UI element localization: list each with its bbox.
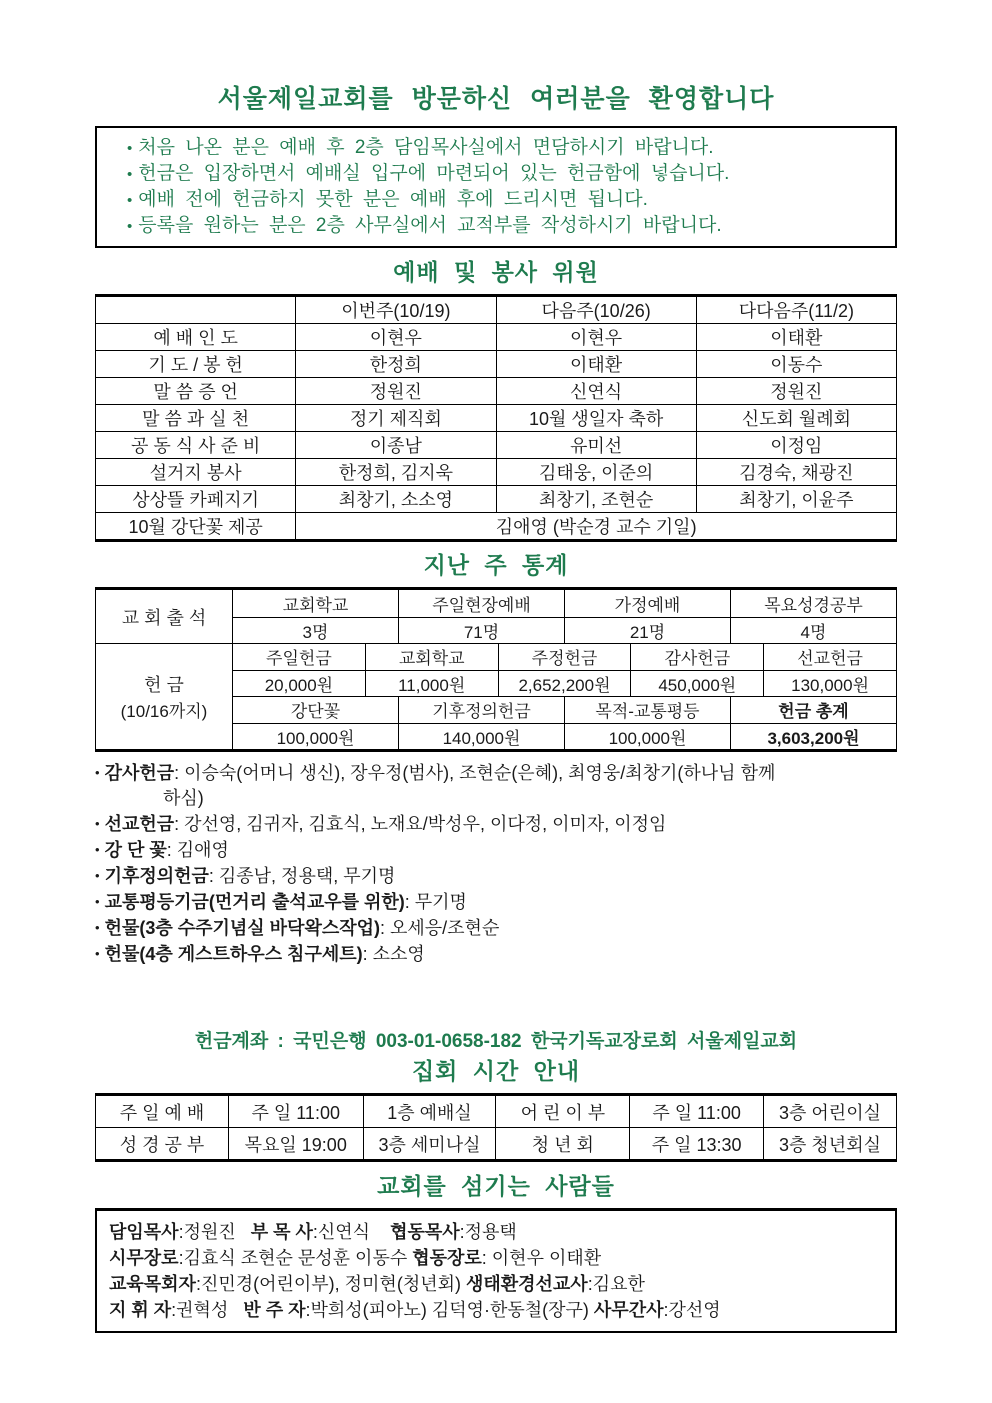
row-label: 기 도 / 봉 헌 <box>96 351 296 378</box>
table-cell: 이현우 <box>496 324 696 351</box>
stats-table <box>95 587 897 752</box>
donor-note <box>95 941 897 967</box>
note-continuation: 하심) <box>163 788 204 808</box>
bullet-icon: • <box>95 816 100 831</box>
row-label: 공 동 식 사 준 비 <box>96 432 296 459</box>
staff-role: 사무간사 <box>593 1300 664 1320</box>
row-label: 말 씀 증 언 <box>96 378 296 405</box>
note-label: 감사헌금 <box>104 763 175 783</box>
welcome-bullet <box>127 135 885 161</box>
staff-role: 협동목사 <box>390 1222 460 1242</box>
note-text: : 무기명 <box>404 892 467 912</box>
table-row-flower <box>96 513 897 541</box>
table-cell-total-value: 3,603,200원 <box>730 724 896 750</box>
table-cell: 4명 <box>730 618 896 644</box>
bullet-icon: • <box>95 842 100 857</box>
table-cell: 71명 <box>398 618 564 644</box>
table-cell: 11,000원 <box>365 671 498 697</box>
bullet-icon: • <box>95 894 100 909</box>
volunteers-table <box>95 294 897 542</box>
table-cell: 주정헌금 <box>498 644 631 670</box>
table-cell: 이정임 <box>696 432 896 459</box>
welcome-bullet-text: 처음 나온 분은 예배 후 2층 담임목사실에서 면담하시기 바랍니다. <box>138 137 714 158</box>
welcome-bullet-text: 헌금은 입장하면서 예배실 입구에 마련되어 있는 헌금함에 넣습니다. <box>138 163 730 184</box>
table-cell: 김애영 (박순경 교수 기일) <box>296 513 897 541</box>
account-line: 헌금계좌 : 국민은행 003-01-0658-182 한국기독교장로회 서울제일교회 <box>194 1031 798 1052</box>
table-cell: 목요일 19:00 <box>228 1128 363 1161</box>
offering-label <box>96 643 232 749</box>
table-cell-total-label: 헌금 총계 <box>730 697 896 723</box>
table-cell: 이태환 <box>496 351 696 378</box>
offering-header-row-2 <box>233 696 896 723</box>
table-cell: 주일헌금 <box>266 649 332 669</box>
section-title-stats: 지난 주 통계 <box>423 552 569 578</box>
section-title-volunteers: 예배 및 봉사 위원 <box>393 259 599 285</box>
table-cell: 2,652,200원 <box>498 671 631 697</box>
table-cell: 정원진 <box>296 378 496 405</box>
table-cell: 한정희, 김지욱 <box>296 459 496 486</box>
table-cell: 100,000원 <box>276 728 355 748</box>
table-cell: 이동수 <box>696 351 896 378</box>
table-cell: 주 일 예 배 <box>96 1095 229 1128</box>
row-label: 말 씀 과 실 천 <box>96 405 296 432</box>
table-cell: 450,000원 <box>630 671 763 697</box>
welcome-bullet <box>127 187 885 213</box>
staff-names: :김효식 조현순 문성훈 이동수 <box>178 1248 413 1268</box>
donor-note <box>95 837 897 863</box>
staff-role: 지 휘 자 <box>109 1300 172 1320</box>
staff-names: :강선영 <box>663 1300 721 1320</box>
section-title-staff: 교회를 섬기는 사람들 <box>377 1173 615 1199</box>
table-cell: 140,000원 <box>398 724 564 750</box>
staff-names: : 이현우 이태환 <box>481 1248 602 1268</box>
bullet-icon: • <box>95 765 100 780</box>
table-cell: 가정예배 <box>564 590 730 617</box>
table-cell: 주 일 11:00 <box>228 1095 363 1128</box>
table-cell: 3층 어린이실 <box>764 1095 897 1128</box>
table-row <box>96 1128 897 1161</box>
staff-role: 담임목사 <box>109 1222 179 1242</box>
section-title-schedule: 집회 시간 안내 <box>411 1058 581 1084</box>
donor-note <box>95 760 897 811</box>
table-cell: 기후정의헌금 <box>398 697 564 723</box>
note-text: : 김애영 <box>166 840 229 860</box>
donor-note <box>95 811 897 837</box>
staff-role: 부 목 사 <box>250 1222 313 1242</box>
row-label: 예 배 인 도 <box>96 324 296 351</box>
schedule-table <box>95 1093 897 1162</box>
table-cell: 이태환 <box>696 324 896 351</box>
staff-line <box>109 1245 883 1271</box>
table-cell: 3층 청년회실 <box>764 1128 897 1161</box>
bullet-icon: • <box>127 218 133 235</box>
note-text: : 오세응/조현순 <box>380 918 500 938</box>
bullet-icon: • <box>127 192 133 209</box>
staff-names: :김요한 <box>587 1274 645 1294</box>
donor-note <box>95 889 897 915</box>
table-cell: 김태웅, 이준의 <box>496 459 696 486</box>
note-text: : 강선영, 김귀자, 김효식, 노재요/박성우, 이다정, 이미자, 이정임 <box>174 814 667 834</box>
staff-line <box>109 1297 883 1323</box>
table-row <box>96 459 897 486</box>
offering-value-row-1 <box>233 670 896 697</box>
staff-names: :박희성(피아노) 김덕영·한동철(장구) <box>305 1300 594 1320</box>
table-cell: 이종남 <box>296 432 496 459</box>
staff-box <box>95 1208 897 1333</box>
table-cell: 주 일 13:30 <box>630 1128 764 1161</box>
donor-notes <box>95 760 897 967</box>
table-cell: 21명 <box>564 618 730 644</box>
table-cell: 100,000원 <box>564 724 730 750</box>
attendance-header-row <box>233 590 896 617</box>
staff-role: 협동장로 <box>412 1248 482 1268</box>
table-cell: 김경숙, 채광진 <box>696 459 896 486</box>
table-cell: 3명 <box>302 622 329 642</box>
table-cell: 강단꽃 <box>290 702 341 722</box>
attendance-label: 교 회 출 석 <box>121 607 207 628</box>
note-label: 선교헌금 <box>104 814 175 834</box>
table-cell: 성 경 공 부 <box>96 1128 229 1161</box>
bullet-icon: • <box>95 920 100 935</box>
table-cell: 정원진 <box>696 378 896 405</box>
table-cell: 최창기, 조현순 <box>496 486 696 513</box>
table-cell: 다다음주(11/2) <box>696 296 896 324</box>
staff-names: :권혁성 <box>171 1300 244 1320</box>
table-row <box>96 378 897 405</box>
table-cell: 교회학교 <box>365 644 498 670</box>
row-label: 설거지 봉사 <box>96 459 296 486</box>
table-cell <box>96 296 296 324</box>
donor-note <box>95 863 897 889</box>
bullet-icon: • <box>95 946 100 961</box>
row-label: 상상뜰 카페지기 <box>96 486 296 513</box>
table-cell: 한정희 <box>296 351 496 378</box>
note-label: 헌물(3층 수주기념실 바닥왁스작업) <box>104 918 380 938</box>
staff-role: 시무장로 <box>109 1248 179 1268</box>
table-row <box>96 324 897 351</box>
table-cell: 다음주(10/26) <box>496 296 696 324</box>
staff-names: :신연식 <box>312 1222 391 1242</box>
bullet-icon: • <box>127 140 133 157</box>
table-cell: 유미선 <box>496 432 696 459</box>
note-label: 교통평등기금(먼거리 출석교우를 위한) <box>104 892 405 912</box>
table-cell: 선교헌금 <box>763 644 896 670</box>
staff-role: 교육목회자 <box>109 1274 196 1294</box>
staff-line <box>109 1219 883 1245</box>
welcome-bullet <box>127 213 885 239</box>
bullet-icon: • <box>95 868 100 883</box>
table-cell: 주 일 11:00 <box>630 1095 764 1128</box>
staff-names: :정원진 <box>178 1222 251 1242</box>
table-cell: 1층 예배실 <box>363 1095 496 1128</box>
table-cell: 20,000원 <box>264 675 334 695</box>
table-cell: 신도회 월례회 <box>696 405 896 432</box>
table-cell: 최창기, 이윤주 <box>696 486 896 513</box>
table-cell: 청 년 회 <box>496 1128 630 1161</box>
note-text: : 소소영 <box>362 944 425 964</box>
offering-label-line1: 헌 금 <box>144 675 184 695</box>
table-row <box>96 486 897 513</box>
staff-role: 반 주 자 <box>243 1300 306 1320</box>
note-label: 기후정의헌금 <box>104 866 209 886</box>
table-cell: 이번주(10/19) <box>296 296 496 324</box>
attendance-value-row <box>233 617 896 644</box>
note-text: : 김종남, 정용택, 무기명 <box>208 866 396 886</box>
welcome-bullet <box>127 161 885 187</box>
offering-value-row-2 <box>233 723 896 750</box>
staff-role: 생태환경선교사 <box>465 1274 588 1294</box>
welcome-box <box>95 126 897 248</box>
table-cell: 최창기, 소소영 <box>296 486 496 513</box>
offering-label-line2: (10/16까지) <box>120 702 208 721</box>
staff-names: :정용택 <box>459 1222 517 1242</box>
stats-label-column <box>96 590 232 749</box>
bullet-icon: • <box>127 166 133 183</box>
table-cell: 신연식 <box>496 378 696 405</box>
table-row <box>96 432 897 459</box>
welcome-bullet-text: 예배 전에 헌금하지 못한 분은 예배 후에 드리시면 됩니다. <box>138 189 648 210</box>
welcome-bullet-text: 등록을 원하는 분은 2층 사무실에서 교적부를 작성하시기 바랍니다. <box>138 215 722 236</box>
note-text: : 이승숙(어머니 생신), 장우정(범사), 조현순(은혜), 최영웅/최창기(하나님 함께 <box>174 763 776 783</box>
donor-note <box>95 915 897 941</box>
table-cell: 감사헌금 <box>630 644 763 670</box>
table-cell: 10월 생일자 축하 <box>496 405 696 432</box>
table-cell: 3층 세미나실 <box>363 1128 496 1161</box>
table-header-row <box>96 296 897 324</box>
table-cell: 어 린 이 부 <box>496 1095 630 1128</box>
table-row <box>96 1095 897 1128</box>
stats-values-column <box>232 590 896 749</box>
table-cell: 교회학교 <box>282 595 349 615</box>
table-row <box>96 405 897 432</box>
table-cell: 주일현장예배 <box>398 590 564 617</box>
staff-names: :진민경(어린이부), 정미현(청년회) <box>195 1274 466 1294</box>
table-cell: 목적-교통평등 <box>564 697 730 723</box>
note-label: 헌물(4층 게스트하우스 침구세트) <box>104 944 363 964</box>
table-cell: 정기 제직회 <box>296 405 496 432</box>
staff-line <box>109 1271 883 1297</box>
note-label: 강 단 꽃 <box>104 840 167 860</box>
table-cell: 130,000원 <box>763 671 896 697</box>
offering-header-row-1 <box>233 643 896 670</box>
table-cell: 이현우 <box>296 324 496 351</box>
row-label: 10월 강단꽃 제공 <box>96 513 296 541</box>
page-title: 서울제일교회를 방문하신 여러분을 환영합니다 <box>217 85 775 113</box>
table-row <box>96 351 897 378</box>
table-cell: 목요성경공부 <box>730 590 896 617</box>
